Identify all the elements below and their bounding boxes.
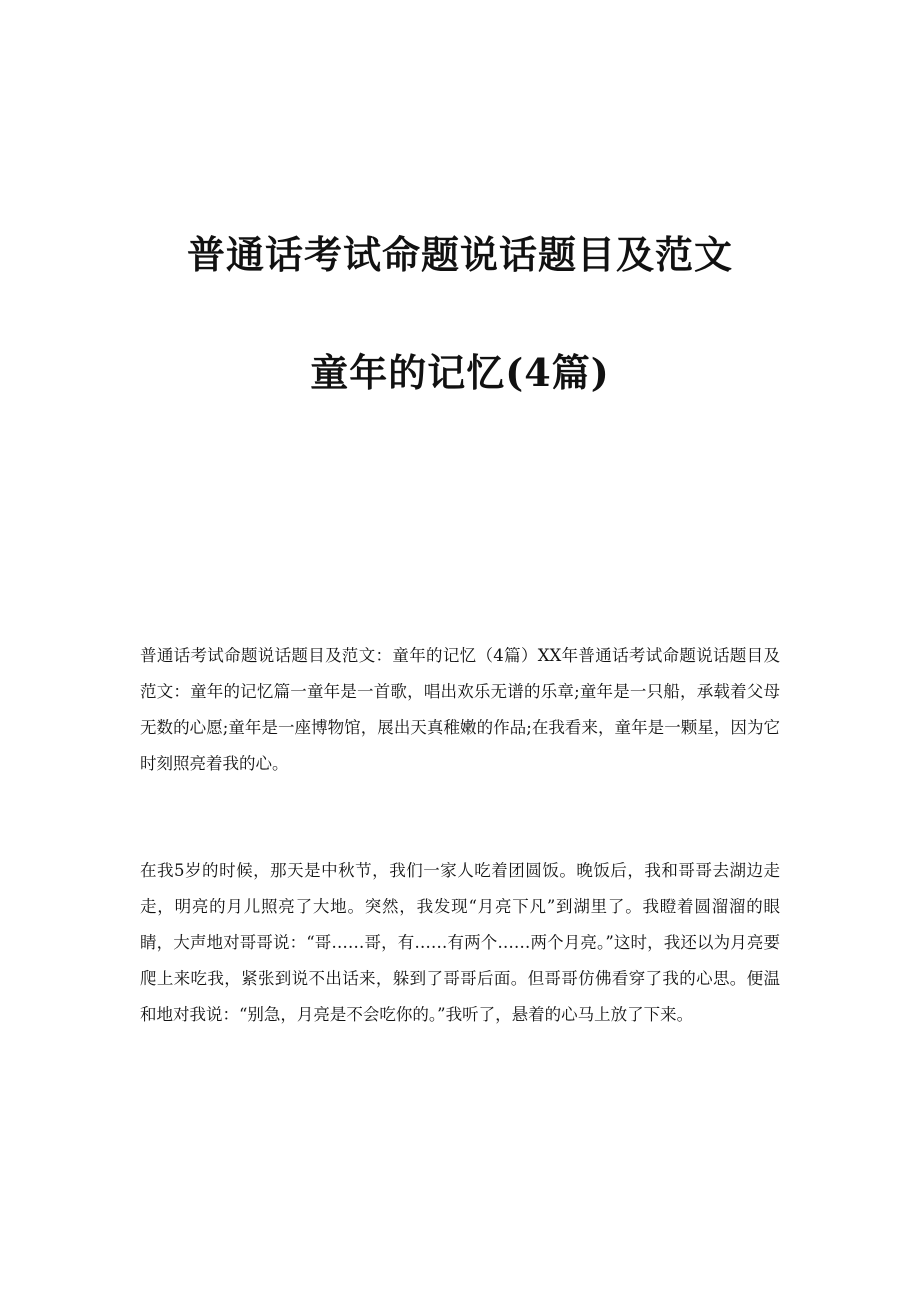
document-subtitle: 童年的记忆(4篇) xyxy=(310,350,610,395)
paragraph-1: 普通话考试命题说话题目及范文：童年的记忆（4篇）XX年普通话考试命题说话题目及范文：童年的记忆篇一童年是一首歌，唱出欢乐无谱的乐章;童年是一只船，承载着父母无数的心愿;童年是一座博物馆，展出天真稚嫩的作品;在我看来，童年是一颗星，因为它时刻照亮着我的心。 xyxy=(140,646,780,773)
document-title: 普通话考试命题说话题目及范文 xyxy=(186,232,733,277)
paragraph-2: 在我5岁的时候，那天是中秋节，我们一家人吃着团圆饭。晚饭后，我和哥哥去湖边走走，明亮的月儿照亮了大地。突然，我发现“月亮下凡”到湖里了。我瞪着圆溜溜的眼睛，大声地对哥哥说：“哥……哥，有……有两个……两个月亮。”这时，我还以为月亮要爬上来吃我，紧张到说不出话来，躲到了哥哥后面。但哥哥仿佛看穿了我的心思。便温和地对我说：“别急，月亮是不会吃你的。”我听了，悬着的心马上放了下来。 xyxy=(140,861,780,1024)
